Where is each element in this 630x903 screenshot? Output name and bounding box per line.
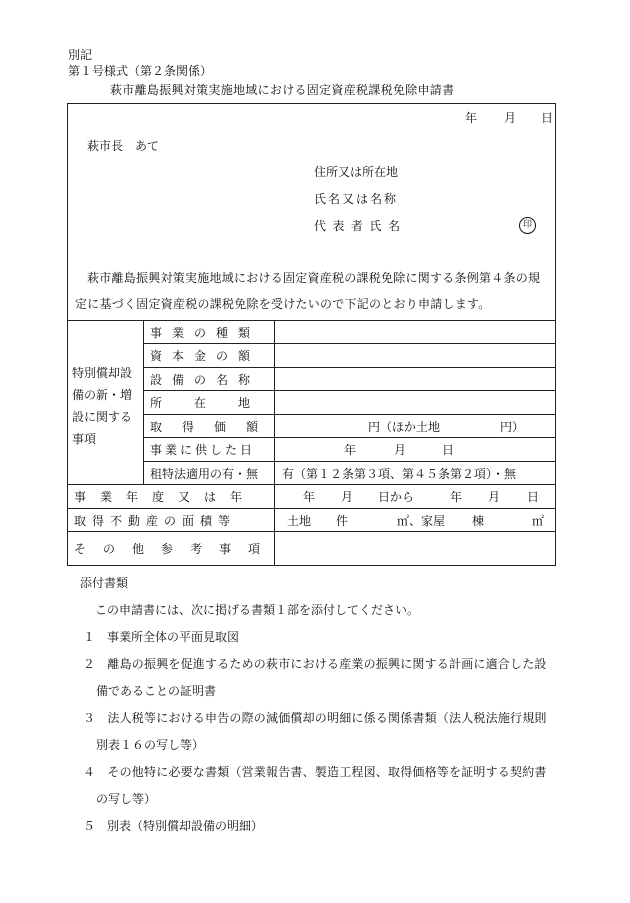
address-label — [314, 165, 398, 179]
annex-label: 別記 — [68, 48, 93, 62]
representative-label: 代表者氏名 — [314, 219, 407, 233]
fiscal-year-end-month: 月 — [488, 490, 501, 504]
attachment-item-2-cont: 備であることの証明書 — [96, 684, 217, 698]
business-type-label: 事業の種類 — [150, 326, 261, 340]
column-divider — [143, 320, 144, 484]
service-date-year: 年 — [344, 443, 357, 457]
statement-line-2: 定に基づく固定資産税の課税免除を受けたいので下記のとおり申請します。 — [75, 297, 491, 311]
date-day-label: 日 — [541, 111, 554, 125]
service-date-label: 事業に供した日 — [150, 443, 256, 457]
group-label-line-4: 事項 — [72, 432, 97, 446]
row-divider — [143, 414, 556, 415]
row-divider — [67, 531, 556, 532]
attachment-item-5: ５ 別表（特別償却設備の明細） — [83, 819, 264, 833]
fiscal-year-start-year: 年 — [303, 490, 316, 504]
address-label-text: 住所又は所在地 — [314, 165, 399, 179]
form-number: 第１号様式（第２条関係） — [68, 64, 213, 78]
group-label-line-2: 備の新・増 — [72, 388, 133, 402]
tax-law-label: 租特法適用の有・無 — [150, 467, 259, 481]
attachments-intro: この申請書には、次に掲げる書類１部を添付してください。 — [95, 603, 420, 617]
group-label-line-3: 設に関する — [72, 410, 133, 424]
page-title: 萩市離島振興対策実施地域における固定資産税課税免除申請書 — [110, 83, 455, 97]
equipment-name-label: 設備の名称 — [150, 373, 261, 387]
land-label: 土地 — [287, 514, 312, 528]
acquisition-price-value: 円（ほか土地 円） — [368, 420, 525, 434]
row-divider — [143, 390, 556, 391]
statement-line-1: 萩市離島振興対策実施地域における固定資産税の課税免除に関する条例第４条の規 — [87, 271, 541, 285]
attachment-item-1: １ 事業所全体の平面見取図 — [83, 630, 240, 644]
attachment-item-2: ２ 離島の振興を促進するための萩市における産業の振興に関する計画に適合した設 — [83, 657, 547, 671]
seal-mark-icon: 印 — [519, 217, 536, 234]
fiscal-year-label: 事業年度又は年 — [74, 490, 257, 504]
attachment-item-3: ３ 法人税等における申告の際の減価償却の明細に係る関係書類（法人税法施行規則 — [83, 711, 547, 725]
row-divider — [143, 461, 556, 462]
service-date-day: 日 — [442, 443, 455, 457]
attachment-item-3-cont: 別表１６の写し等） — [96, 738, 205, 752]
attachment-item-4-cont: の写し等） — [96, 792, 157, 806]
addressee: 萩市長 あて — [87, 139, 160, 153]
other-reference-label: その他参考事項 — [74, 542, 278, 556]
date-year-label: 年 — [465, 111, 478, 125]
fiscal-year-end-day: 日 — [527, 490, 540, 504]
land-count-unit: 件 — [336, 514, 349, 528]
fiscal-year-start-month: 月 — [341, 490, 354, 504]
attachment-item-4: ４ その他特に必要な書類（営業報告書、製造工程図、取得価格等を証明する契約書 — [83, 765, 547, 779]
column-divider — [274, 320, 275, 566]
attachments-heading: 添付書類 — [80, 576, 129, 590]
service-date-month: 月 — [394, 443, 407, 457]
fiscal-year-start-day: 日から — [378, 490, 415, 504]
land-area-and-house-label: ㎡、家屋 — [397, 514, 446, 528]
date-month-label: 月 — [504, 111, 517, 125]
row-divider — [67, 508, 556, 509]
location-label: 所在地 — [150, 396, 283, 410]
name-label — [314, 192, 398, 206]
row-divider — [67, 484, 556, 485]
capital-label: 資本金の額 — [150, 349, 261, 363]
divider — [67, 320, 556, 321]
tax-law-value: 有（第１２条第３項、第４５条第２項）・無 — [282, 467, 517, 481]
row-divider — [143, 367, 556, 368]
row-divider — [143, 343, 556, 344]
group-label-line-1: 特別償却設 — [72, 366, 133, 380]
name-label-text: 氏名又は名称 — [314, 192, 399, 206]
building-count-unit: 棟 — [472, 514, 485, 528]
real-estate-label: 取得不動産の面積等 — [74, 514, 237, 528]
house-area-unit: ㎡ — [532, 514, 545, 528]
acquisition-price-label: 取得価額 — [150, 420, 279, 434]
row-divider — [143, 437, 556, 438]
fiscal-year-end-year: 年 — [450, 490, 463, 504]
